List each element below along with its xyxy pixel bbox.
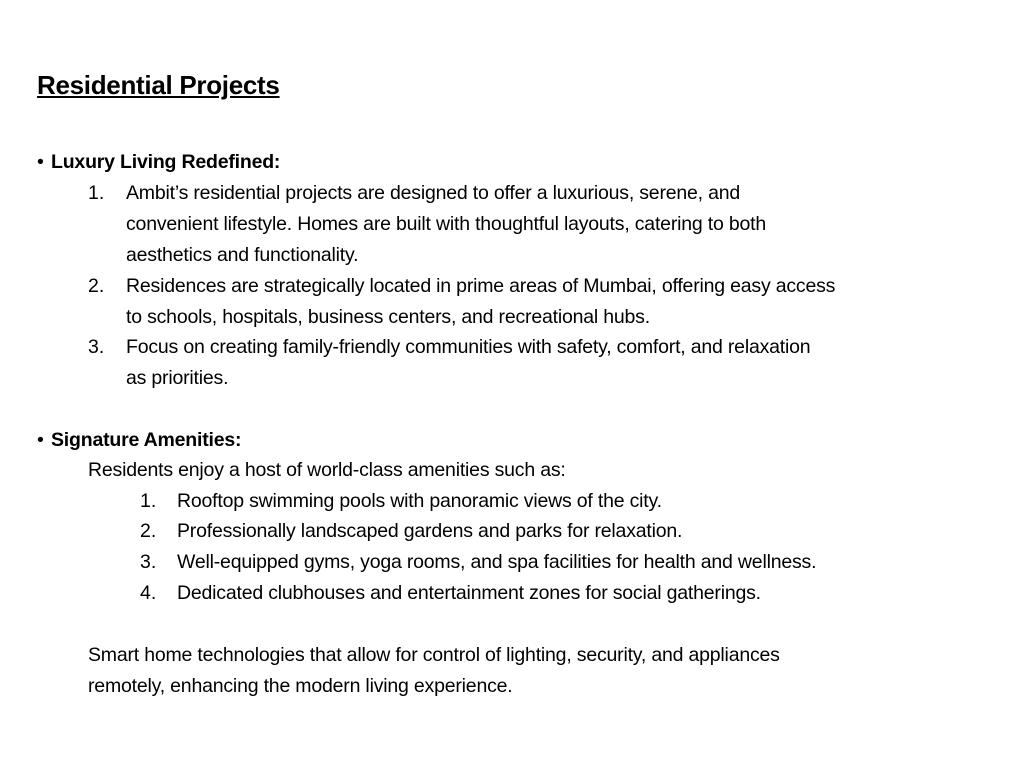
list-number: 3. <box>88 336 105 358</box>
list-item: Rooftop swimming pools with panoramic views of the city. <box>177 490 662 512</box>
section-heading-text: Signature Amenities: <box>51 429 242 451</box>
section-heading-amenities <box>37 428 241 452</box>
list-item-line: Focus on creating family-friendly communities with safety, comfort, and relaxation <box>126 336 811 358</box>
closing-paragraph-line: remotely, enhancing the modern living experience. <box>88 675 513 697</box>
section-intro: Residents enjoy a host of world-class amenities such as: <box>88 459 566 481</box>
list-number: 1. <box>140 490 157 512</box>
bullet-icon: • <box>37 151 44 173</box>
list-item-line: aesthetics and functionality. <box>126 244 359 266</box>
list-item-line: Ambit’s residential projects are designed to offer a luxurious, serene, and <box>126 182 741 204</box>
list-number: 3. <box>140 551 157 573</box>
page-title: Residential Projects <box>37 70 280 100</box>
list-item: Professionally landscaped gardens and parks for relaxation. <box>177 520 683 542</box>
section-heading-luxury <box>37 150 280 174</box>
list-item: Well-equipped gyms, yoga rooms, and spa facilities for health and wellness. <box>177 551 817 573</box>
closing-paragraph-line: Smart home technologies that allow for control of lighting, security, and appliances <box>88 644 780 666</box>
list-item-line: Residences are strategically located in prime areas of Mumbai, offering easy access <box>126 275 836 297</box>
list-number: 2. <box>88 275 105 297</box>
section-heading-text: Luxury Living Redefined: <box>51 151 281 173</box>
list-number: 1. <box>88 182 105 204</box>
list-item-line: as priorities. <box>126 367 229 389</box>
list-number: 4. <box>140 582 157 604</box>
list-item-line: to schools, hospitals, business centers, and recreational hubs. <box>126 306 650 328</box>
list-number: 2. <box>140 520 157 542</box>
list-item-line: convenient lifestyle. Homes are built with thoughtful layouts, catering to both <box>126 213 766 235</box>
bullet-icon: • <box>37 429 44 451</box>
list-item: Dedicated clubhouses and entertainment zones for social gatherings. <box>177 582 761 604</box>
